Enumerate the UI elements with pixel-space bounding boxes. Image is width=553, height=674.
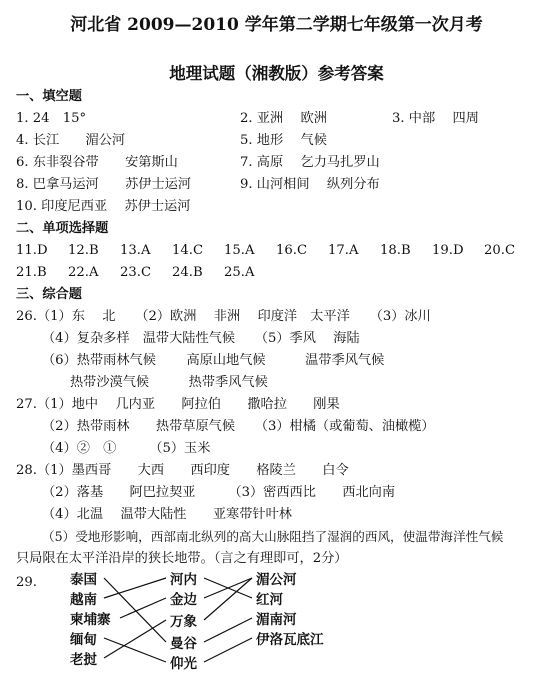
river-irrawaddy: 伊洛瓦底江 [256, 632, 324, 648]
choice-row-2 [16, 264, 546, 282]
q28-line-5: 只局限在太平洋沿岸的狭长地带。（言之有理即可，2分） [16, 551, 348, 566]
choice-answer: 22.A [68, 265, 99, 280]
line-laos-vientiane [104, 620, 166, 658]
section-heading-choice: 二、单项选择题 [16, 221, 109, 236]
q26-line-3: （6）热带雨林气候 高原山地气候 温带季风气候 [42, 353, 385, 368]
capital-yangon: 仰光 [170, 656, 197, 672]
choice-answer: 18.B [380, 243, 411, 258]
page-subtitle: 地理试题（湘教版）参考答案 [169, 64, 384, 83]
fill-answer-4: 4. 长江 湄公河 [16, 133, 126, 148]
line-vientiane-mekong [204, 578, 252, 620]
choice-row-1 [16, 242, 546, 260]
capital-vientiane: 万象 [170, 614, 197, 630]
q27-line-2: （2）热带雨林 热带草原气候 （3）柑橘（或葡萄、油橄榄） [42, 419, 435, 434]
fill-answer-1: 1. 24 15° [16, 111, 87, 126]
q26-line-4: 热带沙漠气候 热带季风气候 [70, 375, 268, 390]
section-heading-fill: 一、填空题 [16, 89, 82, 104]
river-mekong: 湄公河 [256, 572, 297, 588]
page-title: 河北省 2009—2010 学年第二学期七年级第一次月考 [70, 15, 483, 35]
q28-line-1: 28.（1）墨西哥 大西 西印度 格陵兰 白令 [16, 463, 349, 478]
choice-answer: 17.A [328, 243, 359, 258]
capital-bangkok: 曼谷 [170, 636, 197, 652]
q28-line-2: （2）落基 阿巴拉契亚 （3）密西西比 西北向南 [42, 485, 396, 500]
fill-answer-7: 7. 高原 乞力马扎罗山 [240, 155, 380, 170]
capital-phnompenh: 金边 [170, 592, 197, 608]
choice-answer: 25.A [224, 265, 255, 280]
choice-answer: 24.B [172, 265, 203, 280]
capital-hanoi: 河内 [170, 572, 197, 588]
q27-line-3: （4）② ① （5）玉米 [42, 441, 211, 456]
choice-answer: 14.C [172, 243, 204, 258]
choice-answer: 16.C [276, 243, 308, 258]
country-thailand: 泰国 [70, 572, 97, 588]
fill-answer-10: 10. 印度尼西亚 苏伊士运河 [16, 199, 191, 214]
country-cambodia: 柬埔寨 [70, 612, 111, 628]
q26-line-1: 26.（1）东 北 （2）欧洲 非洲 印度洋 太平洋 （3）冰川 [16, 309, 431, 324]
line-bangkok-chaophraya [204, 618, 252, 642]
choice-answer: 21.B [16, 265, 47, 280]
choice-answer: 15.A [224, 243, 255, 258]
river-red: 红河 [256, 592, 283, 608]
country-myanmar: 缅甸 [70, 632, 97, 648]
q29-label: 29. [16, 575, 37, 590]
fill-answer-6: 6. 东非裂谷带 安第斯山 [16, 155, 178, 170]
choice-answer: 11.D [16, 243, 48, 258]
fill-answer-9: 9. 山河相间 纵列分布 [240, 177, 380, 192]
choice-answer: 12.B [68, 243, 99, 258]
q26-line-2: （4）复杂多样 温带大陆性气候 （5）季风 海陆 [42, 331, 360, 346]
line-yangon-irrawaddy [204, 638, 252, 662]
river-chaophraya: 湄南河 [256, 612, 297, 628]
line-myanmar-yangon [104, 638, 166, 662]
country-vietnam: 越南 [70, 592, 97, 608]
choice-answer: 19.D [432, 243, 464, 258]
fill-answer-8: 8. 巴拿马运河 苏伊士运河 [16, 177, 192, 192]
country-laos: 老挝 [70, 652, 97, 668]
q27-line-1: 27.（1）地中 几内亚 阿拉伯 撒哈拉 刚果 [16, 397, 340, 412]
choice-answer: 13.A [120, 243, 151, 258]
fill-answer-3: 3. 中部 四周 [392, 111, 479, 126]
choice-answer: 23.C [120, 265, 152, 280]
q29-matching-diagram [0, 560, 553, 674]
choice-answer: 20.C [484, 243, 516, 258]
q28-line-3: （4）北温 温带大陆性 亚寒带针叶林 [42, 507, 292, 522]
fill-answer-5: 5. 地形 气候 [240, 133, 327, 148]
fill-answer-2: 2. 亚洲 欧洲 [240, 111, 327, 126]
section-heading-comprehensive: 三、综合题 [16, 287, 82, 302]
q28-line-4: （5）受地形影响，西部南北纵列的高大山脉阻挡了湿润的西风，使温带海洋性气候 [42, 529, 504, 544]
